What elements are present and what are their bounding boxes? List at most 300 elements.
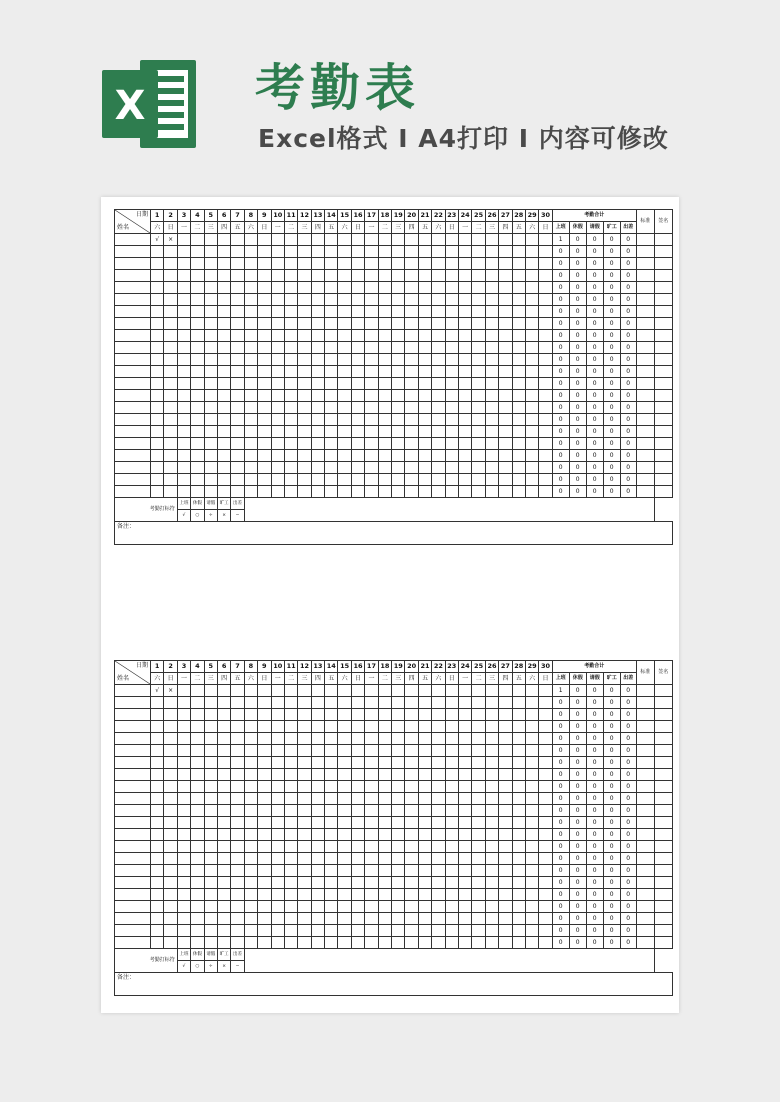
- standard-cell[interactable]: [636, 745, 654, 757]
- attendance-cell[interactable]: [284, 901, 297, 913]
- attendance-cell[interactable]: [418, 769, 431, 781]
- attendance-cell[interactable]: [325, 721, 338, 733]
- attendance-cell[interactable]: [365, 486, 378, 498]
- employee-name-cell[interactable]: [115, 318, 151, 330]
- attendance-cell[interactable]: [432, 757, 445, 769]
- attendance-cell[interactable]: [499, 306, 512, 318]
- attendance-cell[interactable]: [325, 697, 338, 709]
- attendance-cell[interactable]: [177, 486, 190, 498]
- attendance-cell[interactable]: [432, 330, 445, 342]
- attendance-cell[interactable]: [204, 486, 217, 498]
- attendance-cell[interactable]: [325, 829, 338, 841]
- attendance-cell[interactable]: [432, 426, 445, 438]
- attendance-cell[interactable]: [258, 270, 271, 282]
- attendance-cell[interactable]: [485, 270, 498, 282]
- attendance-cell[interactable]: [164, 438, 177, 450]
- attendance-cell[interactable]: [351, 246, 364, 258]
- attendance-cell[interactable]: [418, 757, 431, 769]
- attendance-cell[interactable]: [418, 841, 431, 853]
- attendance-cell[interactable]: [432, 817, 445, 829]
- attendance-cell[interactable]: [151, 805, 164, 817]
- attendance-cell[interactable]: [485, 925, 498, 937]
- attendance-cell[interactable]: [418, 282, 431, 294]
- attendance-cell[interactable]: [258, 757, 271, 769]
- attendance-cell[interactable]: [365, 733, 378, 745]
- attendance-cell[interactable]: [244, 733, 257, 745]
- attendance-cell[interactable]: [525, 841, 538, 853]
- attendance-cell[interactable]: [271, 306, 284, 318]
- attendance-cell[interactable]: [338, 925, 351, 937]
- attendance-cell[interactable]: [351, 414, 364, 426]
- attendance-cell[interactable]: [365, 234, 378, 246]
- attendance-cell[interactable]: [204, 793, 217, 805]
- sign-cell[interactable]: [654, 306, 672, 318]
- attendance-cell[interactable]: [204, 937, 217, 949]
- attendance-cell[interactable]: [338, 234, 351, 246]
- attendance-cell[interactable]: [512, 414, 525, 426]
- attendance-cell[interactable]: [311, 733, 324, 745]
- attendance-cell[interactable]: [217, 757, 230, 769]
- attendance-cell[interactable]: [445, 769, 458, 781]
- attendance-cell[interactable]: [512, 246, 525, 258]
- attendance-cell[interactable]: [499, 270, 512, 282]
- employee-name-cell[interactable]: [115, 781, 151, 793]
- attendance-cell[interactable]: [338, 438, 351, 450]
- attendance-cell[interactable]: [284, 462, 297, 474]
- standard-cell[interactable]: [636, 733, 654, 745]
- employee-name-cell[interactable]: [115, 853, 151, 865]
- attendance-cell[interactable]: [539, 865, 552, 877]
- attendance-cell[interactable]: [351, 889, 364, 901]
- attendance-cell[interactable]: [244, 294, 257, 306]
- attendance-cell[interactable]: [525, 853, 538, 865]
- attendance-cell[interactable]: [351, 841, 364, 853]
- attendance-cell[interactable]: [284, 721, 297, 733]
- attendance-cell[interactable]: [525, 306, 538, 318]
- attendance-cell[interactable]: [325, 486, 338, 498]
- attendance-cell[interactable]: [164, 294, 177, 306]
- attendance-cell[interactable]: [512, 294, 525, 306]
- attendance-cell[interactable]: [164, 414, 177, 426]
- attendance-cell[interactable]: [271, 913, 284, 925]
- attendance-cell[interactable]: [418, 426, 431, 438]
- attendance-cell[interactable]: [164, 318, 177, 330]
- attendance-cell[interactable]: [539, 685, 552, 697]
- attendance-cell[interactable]: [472, 426, 485, 438]
- attendance-cell[interactable]: [271, 438, 284, 450]
- attendance-cell[interactable]: [298, 318, 311, 330]
- attendance-cell[interactable]: [365, 462, 378, 474]
- attendance-cell[interactable]: [499, 282, 512, 294]
- attendance-cell[interactable]: [284, 769, 297, 781]
- attendance-cell[interactable]: [539, 937, 552, 949]
- standard-cell[interactable]: [636, 426, 654, 438]
- attendance-cell[interactable]: [191, 246, 204, 258]
- attendance-cell[interactable]: [432, 853, 445, 865]
- attendance-cell[interactable]: [271, 330, 284, 342]
- attendance-cell[interactable]: [151, 438, 164, 450]
- attendance-cell[interactable]: [485, 805, 498, 817]
- attendance-cell[interactable]: [405, 901, 418, 913]
- attendance-cell[interactable]: [418, 709, 431, 721]
- attendance-cell[interactable]: [351, 709, 364, 721]
- attendance-cell[interactable]: [191, 721, 204, 733]
- attendance-cell[interactable]: [351, 817, 364, 829]
- attendance-cell[interactable]: [325, 925, 338, 937]
- attendance-cell[interactable]: [151, 306, 164, 318]
- attendance-cell[interactable]: [258, 697, 271, 709]
- attendance-cell[interactable]: [325, 234, 338, 246]
- attendance-cell[interactable]: [351, 318, 364, 330]
- attendance-cell[interactable]: [418, 462, 431, 474]
- attendance-cell[interactable]: [525, 781, 538, 793]
- attendance-cell[interactable]: [445, 414, 458, 426]
- attendance-cell[interactable]: [177, 901, 190, 913]
- attendance-cell[interactable]: [539, 438, 552, 450]
- attendance-cell[interactable]: [151, 486, 164, 498]
- attendance-cell[interactable]: [365, 330, 378, 342]
- attendance-cell[interactable]: [525, 721, 538, 733]
- attendance-cell[interactable]: [204, 709, 217, 721]
- attendance-cell[interactable]: [284, 709, 297, 721]
- attendance-cell[interactable]: [525, 438, 538, 450]
- sign-cell[interactable]: [654, 925, 672, 937]
- standard-cell[interactable]: [636, 709, 654, 721]
- attendance-cell[interactable]: [191, 414, 204, 426]
- attendance-cell[interactable]: [325, 841, 338, 853]
- attendance-cell[interactable]: [191, 685, 204, 697]
- attendance-cell[interactable]: [458, 330, 471, 342]
- attendance-cell[interactable]: [418, 925, 431, 937]
- attendance-cell[interactable]: [485, 282, 498, 294]
- attendance-cell[interactable]: [351, 330, 364, 342]
- attendance-cell[interactable]: [325, 937, 338, 949]
- attendance-cell[interactable]: [525, 474, 538, 486]
- attendance-cell[interactable]: [217, 438, 230, 450]
- attendance-cell[interactable]: [325, 733, 338, 745]
- attendance-cell[interactable]: [499, 925, 512, 937]
- attendance-cell[interactable]: [365, 757, 378, 769]
- attendance-cell[interactable]: [258, 378, 271, 390]
- attendance-cell[interactable]: [499, 450, 512, 462]
- attendance-cell[interactable]: [418, 258, 431, 270]
- attendance-cell[interactable]: [525, 805, 538, 817]
- attendance-cell[interactable]: [191, 757, 204, 769]
- attendance-cell[interactable]: [204, 697, 217, 709]
- sign-cell[interactable]: [654, 745, 672, 757]
- attendance-cell[interactable]: [485, 354, 498, 366]
- attendance-cell[interactable]: [445, 793, 458, 805]
- attendance-cell[interactable]: [512, 390, 525, 402]
- attendance-cell[interactable]: [351, 366, 364, 378]
- attendance-cell[interactable]: [258, 402, 271, 414]
- attendance-cell[interactable]: [378, 294, 391, 306]
- attendance-cell[interactable]: [365, 270, 378, 282]
- attendance-cell[interactable]: [485, 294, 498, 306]
- attendance-cell[interactable]: [485, 865, 498, 877]
- attendance-cell[interactable]: [351, 270, 364, 282]
- attendance-cell[interactable]: [378, 246, 391, 258]
- attendance-cell[interactable]: [525, 889, 538, 901]
- attendance-cell[interactable]: [271, 402, 284, 414]
- attendance-cell[interactable]: [271, 450, 284, 462]
- attendance-cell[interactable]: [271, 937, 284, 949]
- attendance-cell[interactable]: [204, 390, 217, 402]
- attendance-cell[interactable]: [499, 342, 512, 354]
- attendance-cell[interactable]: [432, 793, 445, 805]
- attendance-cell[interactable]: [244, 426, 257, 438]
- attendance-cell[interactable]: [351, 937, 364, 949]
- attendance-cell[interactable]: [472, 378, 485, 390]
- attendance-cell[interactable]: [177, 390, 190, 402]
- employee-name-cell[interactable]: [115, 733, 151, 745]
- attendance-cell[interactable]: [231, 414, 244, 426]
- attendance-cell[interactable]: [325, 402, 338, 414]
- attendance-cell[interactable]: [485, 937, 498, 949]
- attendance-cell[interactable]: [164, 865, 177, 877]
- attendance-cell[interactable]: [338, 793, 351, 805]
- attendance-cell[interactable]: [231, 805, 244, 817]
- attendance-cell[interactable]: [177, 414, 190, 426]
- attendance-cell[interactable]: [258, 937, 271, 949]
- attendance-cell[interactable]: [151, 817, 164, 829]
- attendance-cell[interactable]: [378, 817, 391, 829]
- standard-cell[interactable]: [636, 769, 654, 781]
- attendance-cell[interactable]: [177, 438, 190, 450]
- attendance-cell[interactable]: [164, 486, 177, 498]
- attendance-cell[interactable]: [512, 330, 525, 342]
- attendance-cell[interactable]: [217, 733, 230, 745]
- attendance-cell[interactable]: [191, 901, 204, 913]
- attendance-cell[interactable]: [512, 901, 525, 913]
- attendance-cell[interactable]: [405, 709, 418, 721]
- attendance-cell[interactable]: [432, 306, 445, 318]
- attendance-cell[interactable]: [458, 781, 471, 793]
- attendance-cell[interactable]: [499, 769, 512, 781]
- attendance-cell[interactable]: [177, 366, 190, 378]
- attendance-cell[interactable]: [177, 769, 190, 781]
- attendance-cell[interactable]: [405, 258, 418, 270]
- attendance-cell[interactable]: [365, 781, 378, 793]
- attendance-cell[interactable]: [485, 246, 498, 258]
- attendance-cell[interactable]: [284, 733, 297, 745]
- standard-cell[interactable]: [636, 474, 654, 486]
- attendance-cell[interactable]: [351, 438, 364, 450]
- attendance-cell[interactable]: [458, 390, 471, 402]
- attendance-cell[interactable]: [445, 757, 458, 769]
- attendance-cell[interactable]: [472, 781, 485, 793]
- attendance-cell[interactable]: [485, 889, 498, 901]
- attendance-cell[interactable]: [378, 474, 391, 486]
- attendance-cell[interactable]: [539, 462, 552, 474]
- attendance-cell[interactable]: [405, 246, 418, 258]
- employee-name-cell[interactable]: [115, 330, 151, 342]
- attendance-cell[interactable]: [177, 282, 190, 294]
- attendance-cell[interactable]: [284, 781, 297, 793]
- attendance-cell[interactable]: [485, 877, 498, 889]
- attendance-cell[interactable]: [191, 378, 204, 390]
- attendance-cell[interactable]: [472, 294, 485, 306]
- attendance-cell[interactable]: [445, 889, 458, 901]
- attendance-cell[interactable]: [351, 793, 364, 805]
- attendance-cell[interactable]: [405, 865, 418, 877]
- attendance-cell[interactable]: [499, 366, 512, 378]
- attendance-cell[interactable]: [512, 318, 525, 330]
- attendance-cell[interactable]: [311, 877, 324, 889]
- attendance-cell[interactable]: [311, 697, 324, 709]
- standard-cell[interactable]: [636, 282, 654, 294]
- attendance-cell[interactable]: [351, 426, 364, 438]
- attendance-cell[interactable]: [164, 829, 177, 841]
- attendance-cell[interactable]: [432, 889, 445, 901]
- attendance-cell[interactable]: [392, 937, 405, 949]
- attendance-cell[interactable]: [164, 306, 177, 318]
- attendance-cell[interactable]: [512, 426, 525, 438]
- attendance-cell[interactable]: [338, 318, 351, 330]
- sign-cell[interactable]: [654, 901, 672, 913]
- standard-cell[interactable]: [636, 697, 654, 709]
- attendance-cell[interactable]: [445, 354, 458, 366]
- attendance-cell[interactable]: [311, 342, 324, 354]
- standard-cell[interactable]: [636, 841, 654, 853]
- attendance-cell[interactable]: [244, 414, 257, 426]
- attendance-cell[interactable]: [151, 769, 164, 781]
- attendance-cell[interactable]: [325, 366, 338, 378]
- attendance-cell[interactable]: [231, 378, 244, 390]
- standard-cell[interactable]: [636, 781, 654, 793]
- attendance-cell[interactable]: [151, 474, 164, 486]
- attendance-cell[interactable]: [351, 721, 364, 733]
- attendance-cell[interactable]: [151, 330, 164, 342]
- attendance-cell[interactable]: [217, 426, 230, 438]
- attendance-cell[interactable]: [191, 438, 204, 450]
- attendance-cell[interactable]: [351, 745, 364, 757]
- attendance-cell[interactable]: [485, 697, 498, 709]
- attendance-cell[interactable]: [325, 769, 338, 781]
- attendance-cell[interactable]: [525, 709, 538, 721]
- attendance-cell[interactable]: [351, 697, 364, 709]
- attendance-cell[interactable]: [512, 354, 525, 366]
- employee-name-cell[interactable]: [115, 438, 151, 450]
- attendance-cell[interactable]: [539, 841, 552, 853]
- attendance-cell[interactable]: [458, 877, 471, 889]
- attendance-cell[interactable]: [298, 853, 311, 865]
- attendance-cell[interactable]: [351, 781, 364, 793]
- attendance-cell[interactable]: [378, 342, 391, 354]
- attendance-cell[interactable]: [392, 685, 405, 697]
- attendance-cell[interactable]: [191, 709, 204, 721]
- attendance-cell[interactable]: [392, 282, 405, 294]
- attendance-cell[interactable]: [284, 685, 297, 697]
- attendance-cell[interactable]: [271, 865, 284, 877]
- attendance-cell[interactable]: [539, 402, 552, 414]
- attendance-cell[interactable]: [231, 913, 244, 925]
- attendance-cell[interactable]: [258, 733, 271, 745]
- attendance-cell[interactable]: [485, 402, 498, 414]
- employee-name-cell[interactable]: [115, 270, 151, 282]
- attendance-cell[interactable]: [418, 330, 431, 342]
- attendance-cell[interactable]: [244, 781, 257, 793]
- attendance-cell[interactable]: [177, 306, 190, 318]
- attendance-cell[interactable]: [458, 318, 471, 330]
- attendance-cell[interactable]: [499, 865, 512, 877]
- attendance-cell[interactable]: [485, 258, 498, 270]
- attendance-cell[interactable]: [217, 462, 230, 474]
- sign-cell[interactable]: [654, 805, 672, 817]
- attendance-cell[interactable]: [472, 865, 485, 877]
- attendance-cell[interactable]: [351, 685, 364, 697]
- attendance-cell[interactable]: [244, 390, 257, 402]
- attendance-cell[interactable]: ×: [164, 685, 177, 697]
- attendance-cell[interactable]: [458, 450, 471, 462]
- attendance-cell[interactable]: [191, 829, 204, 841]
- attendance-cell[interactable]: [231, 721, 244, 733]
- attendance-cell[interactable]: [258, 354, 271, 366]
- attendance-cell[interactable]: [525, 901, 538, 913]
- attendance-cell[interactable]: [311, 721, 324, 733]
- attendance-cell[interactable]: [338, 258, 351, 270]
- attendance-cell[interactable]: [338, 402, 351, 414]
- attendance-cell[interactable]: [392, 793, 405, 805]
- attendance-cell[interactable]: [311, 390, 324, 402]
- attendance-cell[interactable]: [191, 282, 204, 294]
- attendance-cell[interactable]: [485, 474, 498, 486]
- attendance-cell[interactable]: [298, 330, 311, 342]
- attendance-cell[interactable]: [284, 378, 297, 390]
- attendance-cell[interactable]: [271, 258, 284, 270]
- attendance-cell[interactable]: [365, 889, 378, 901]
- attendance-cell[interactable]: [271, 805, 284, 817]
- attendance-cell[interactable]: [485, 330, 498, 342]
- sign-cell[interactable]: [654, 877, 672, 889]
- attendance-cell[interactable]: [271, 234, 284, 246]
- attendance-cell[interactable]: [405, 781, 418, 793]
- attendance-cell[interactable]: [458, 685, 471, 697]
- attendance-cell[interactable]: [151, 757, 164, 769]
- attendance-cell[interactable]: [472, 462, 485, 474]
- attendance-cell[interactable]: [217, 937, 230, 949]
- attendance-cell[interactable]: [177, 426, 190, 438]
- attendance-cell[interactable]: [271, 793, 284, 805]
- attendance-cell[interactable]: [177, 841, 190, 853]
- attendance-cell[interactable]: [539, 258, 552, 270]
- attendance-cell[interactable]: [244, 889, 257, 901]
- attendance-cell[interactable]: [231, 841, 244, 853]
- attendance-cell[interactable]: [217, 685, 230, 697]
- attendance-cell[interactable]: [525, 450, 538, 462]
- attendance-cell[interactable]: [258, 793, 271, 805]
- attendance-cell[interactable]: [512, 721, 525, 733]
- attendance-cell[interactable]: [204, 258, 217, 270]
- attendance-cell[interactable]: [499, 733, 512, 745]
- attendance-cell[interactable]: [204, 853, 217, 865]
- attendance-cell[interactable]: [445, 721, 458, 733]
- attendance-cell[interactable]: [499, 901, 512, 913]
- attendance-cell[interactable]: [311, 318, 324, 330]
- attendance-cell[interactable]: [151, 450, 164, 462]
- attendance-cell[interactable]: [177, 270, 190, 282]
- attendance-cell[interactable]: [217, 474, 230, 486]
- attendance-cell[interactable]: [244, 354, 257, 366]
- attendance-cell[interactable]: [164, 853, 177, 865]
- attendance-cell[interactable]: [151, 781, 164, 793]
- attendance-cell[interactable]: [485, 366, 498, 378]
- attendance-cell[interactable]: [392, 486, 405, 498]
- attendance-cell[interactable]: [311, 414, 324, 426]
- attendance-cell[interactable]: [284, 925, 297, 937]
- standard-cell[interactable]: [636, 925, 654, 937]
- attendance-cell[interactable]: [418, 721, 431, 733]
